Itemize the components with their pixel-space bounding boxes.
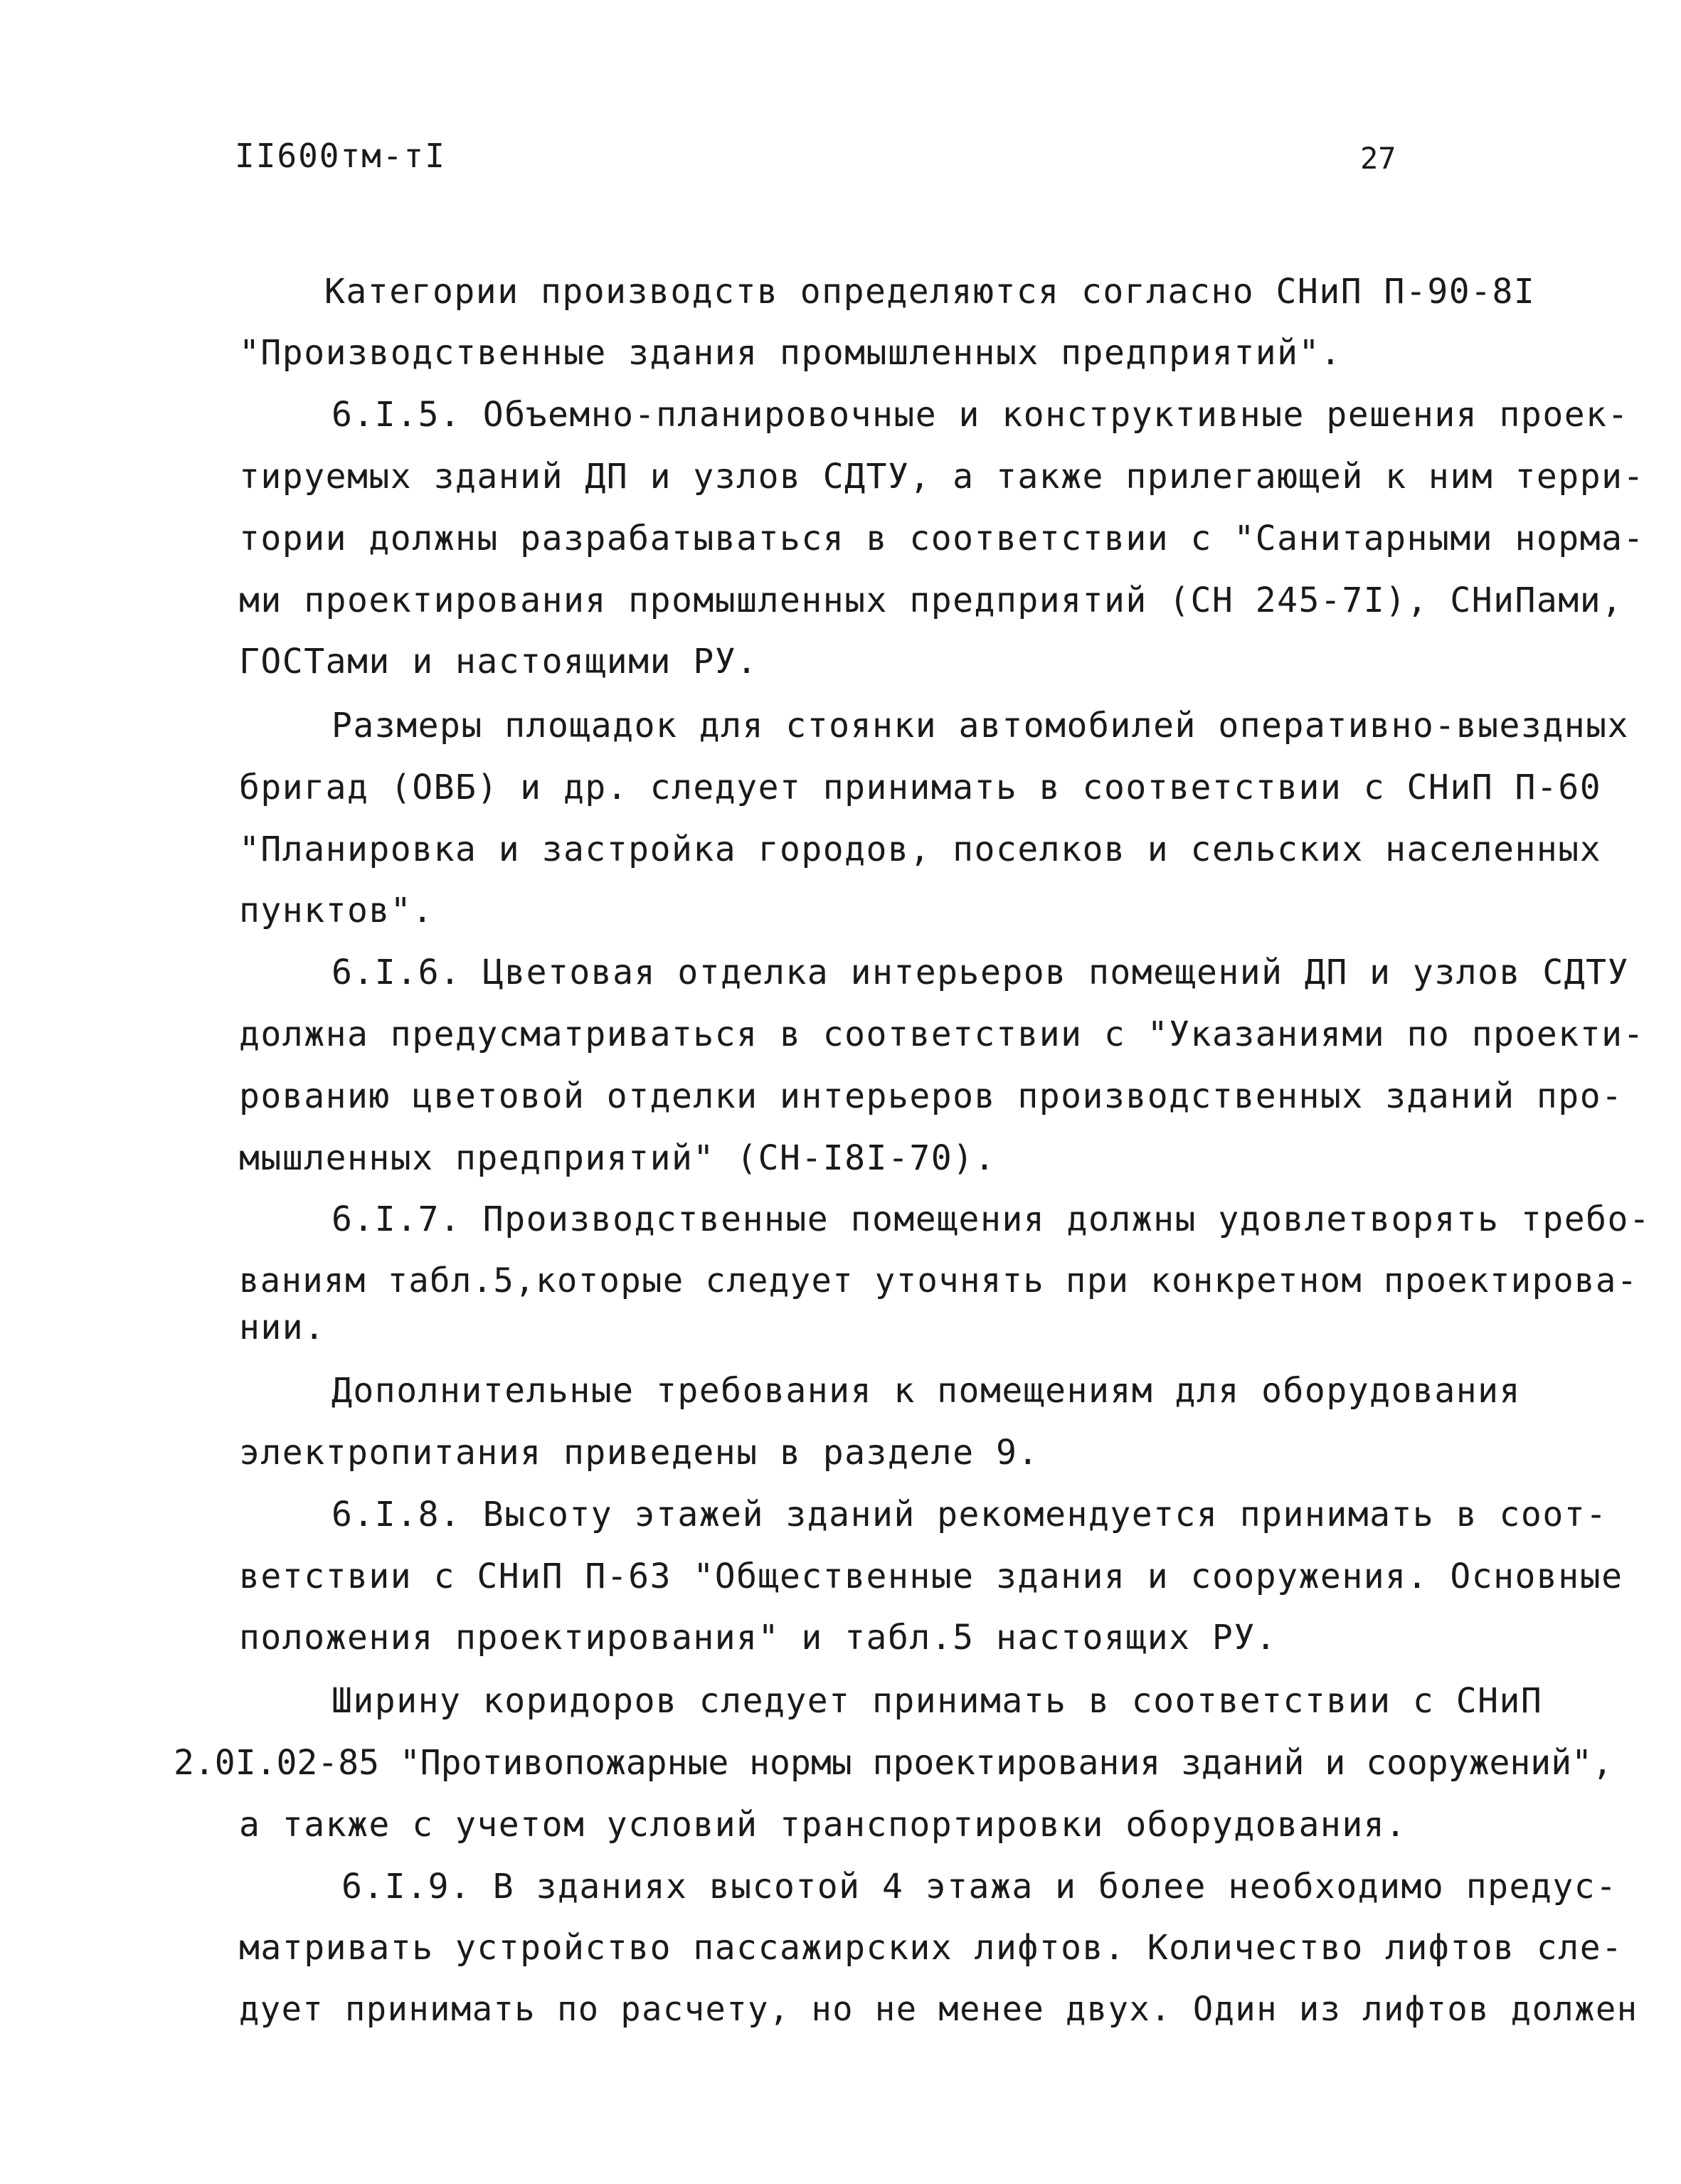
text-line: положения проектирования" и табл.5 настоящих РУ.: [239, 1618, 1278, 1658]
text-line: ветствии с СНиП П-63 "Общественные здания и сооружения. Основные: [239, 1557, 1623, 1596]
text-line: 6.I.5. Объемно-планировочные и конструктивные решения проек-: [332, 395, 1629, 435]
text-line: 6.I.6. Цветовая отделка интерьеров помещений ДП и узлов СДТУ: [332, 953, 1629, 992]
text-line: пунктов".: [239, 891, 434, 931]
text-line: 6.I.7. Производственные помещения должны удовлетворять требо-: [332, 1199, 1651, 1239]
text-line: мышленных предприятий" (СН-I8I-70).: [239, 1138, 996, 1178]
text-line: тории должны разрабатываться в соответствии с "Санитарными норма-: [239, 519, 1645, 558]
page-number: 27: [1360, 141, 1396, 176]
text-line: "Производственные здания промышленных предприятий".: [239, 333, 1342, 373]
text-line: Ширину коридоров следует принимать в соответствии с СНиП: [332, 1681, 1543, 1721]
text-line: 6.I.9. В зданиях высотой 4 этажа и более необходимо предус-: [341, 1867, 1618, 1907]
document-code: II600тм-тI: [235, 137, 446, 175]
text-line: ми проектирования промышленных предприятий (СН 245-7I), СНиПами,: [239, 581, 1623, 620]
text-line: дует принимать по расчету, но не менее двух. Один из лифтов должен: [239, 1990, 1638, 2029]
text-line: электропитания приведены в разделе 9.: [239, 1433, 1039, 1473]
text-line: Категории производств определяются согласно СНиП П-90-8I: [324, 272, 1536, 312]
text-line: 2.0I.02-85 "Противопожарные нормы проектирования зданий и сооружений",: [174, 1743, 1613, 1783]
text-line: тируемых зданий ДП и узлов СДТУ, а также прилегающей к ним терри-: [239, 457, 1645, 497]
text-line: бригад (ОВБ) и др. следует принимать в соответствии с СНиП П-60: [239, 768, 1602, 807]
text-line: а также с учетом условий транспортировки оборудования.: [239, 1805, 1407, 1845]
text-line: рованию цветовой отделки интерьеров производственных зданий про-: [239, 1076, 1623, 1116]
text-line: должна предусматриваться в соответствии с "Указаниями по проекти-: [239, 1014, 1645, 1054]
text-line: "Планировка и застройка городов, поселков и сельских населенных: [239, 829, 1602, 869]
text-line: 6.I.8. Высоту этажей зданий рекомендуется принимать в соот-: [332, 1495, 1608, 1534]
text-line: Размеры площадок для стоянки автомобилей оперативно-выездных: [332, 706, 1629, 746]
text-line: ваниям табл.5,которые следует уточнять при конкретном проектирова-: [239, 1261, 1638, 1300]
text-line: нии.: [239, 1308, 326, 1347]
text-line: Дополнительные требования к помещениям для оборудования: [332, 1371, 1521, 1411]
text-line: матривать устройство пассажирских лифтов. Количество лифтов сле-: [239, 1928, 1623, 1968]
text-line: ГОСТами и настоящими РУ.: [239, 642, 758, 682]
